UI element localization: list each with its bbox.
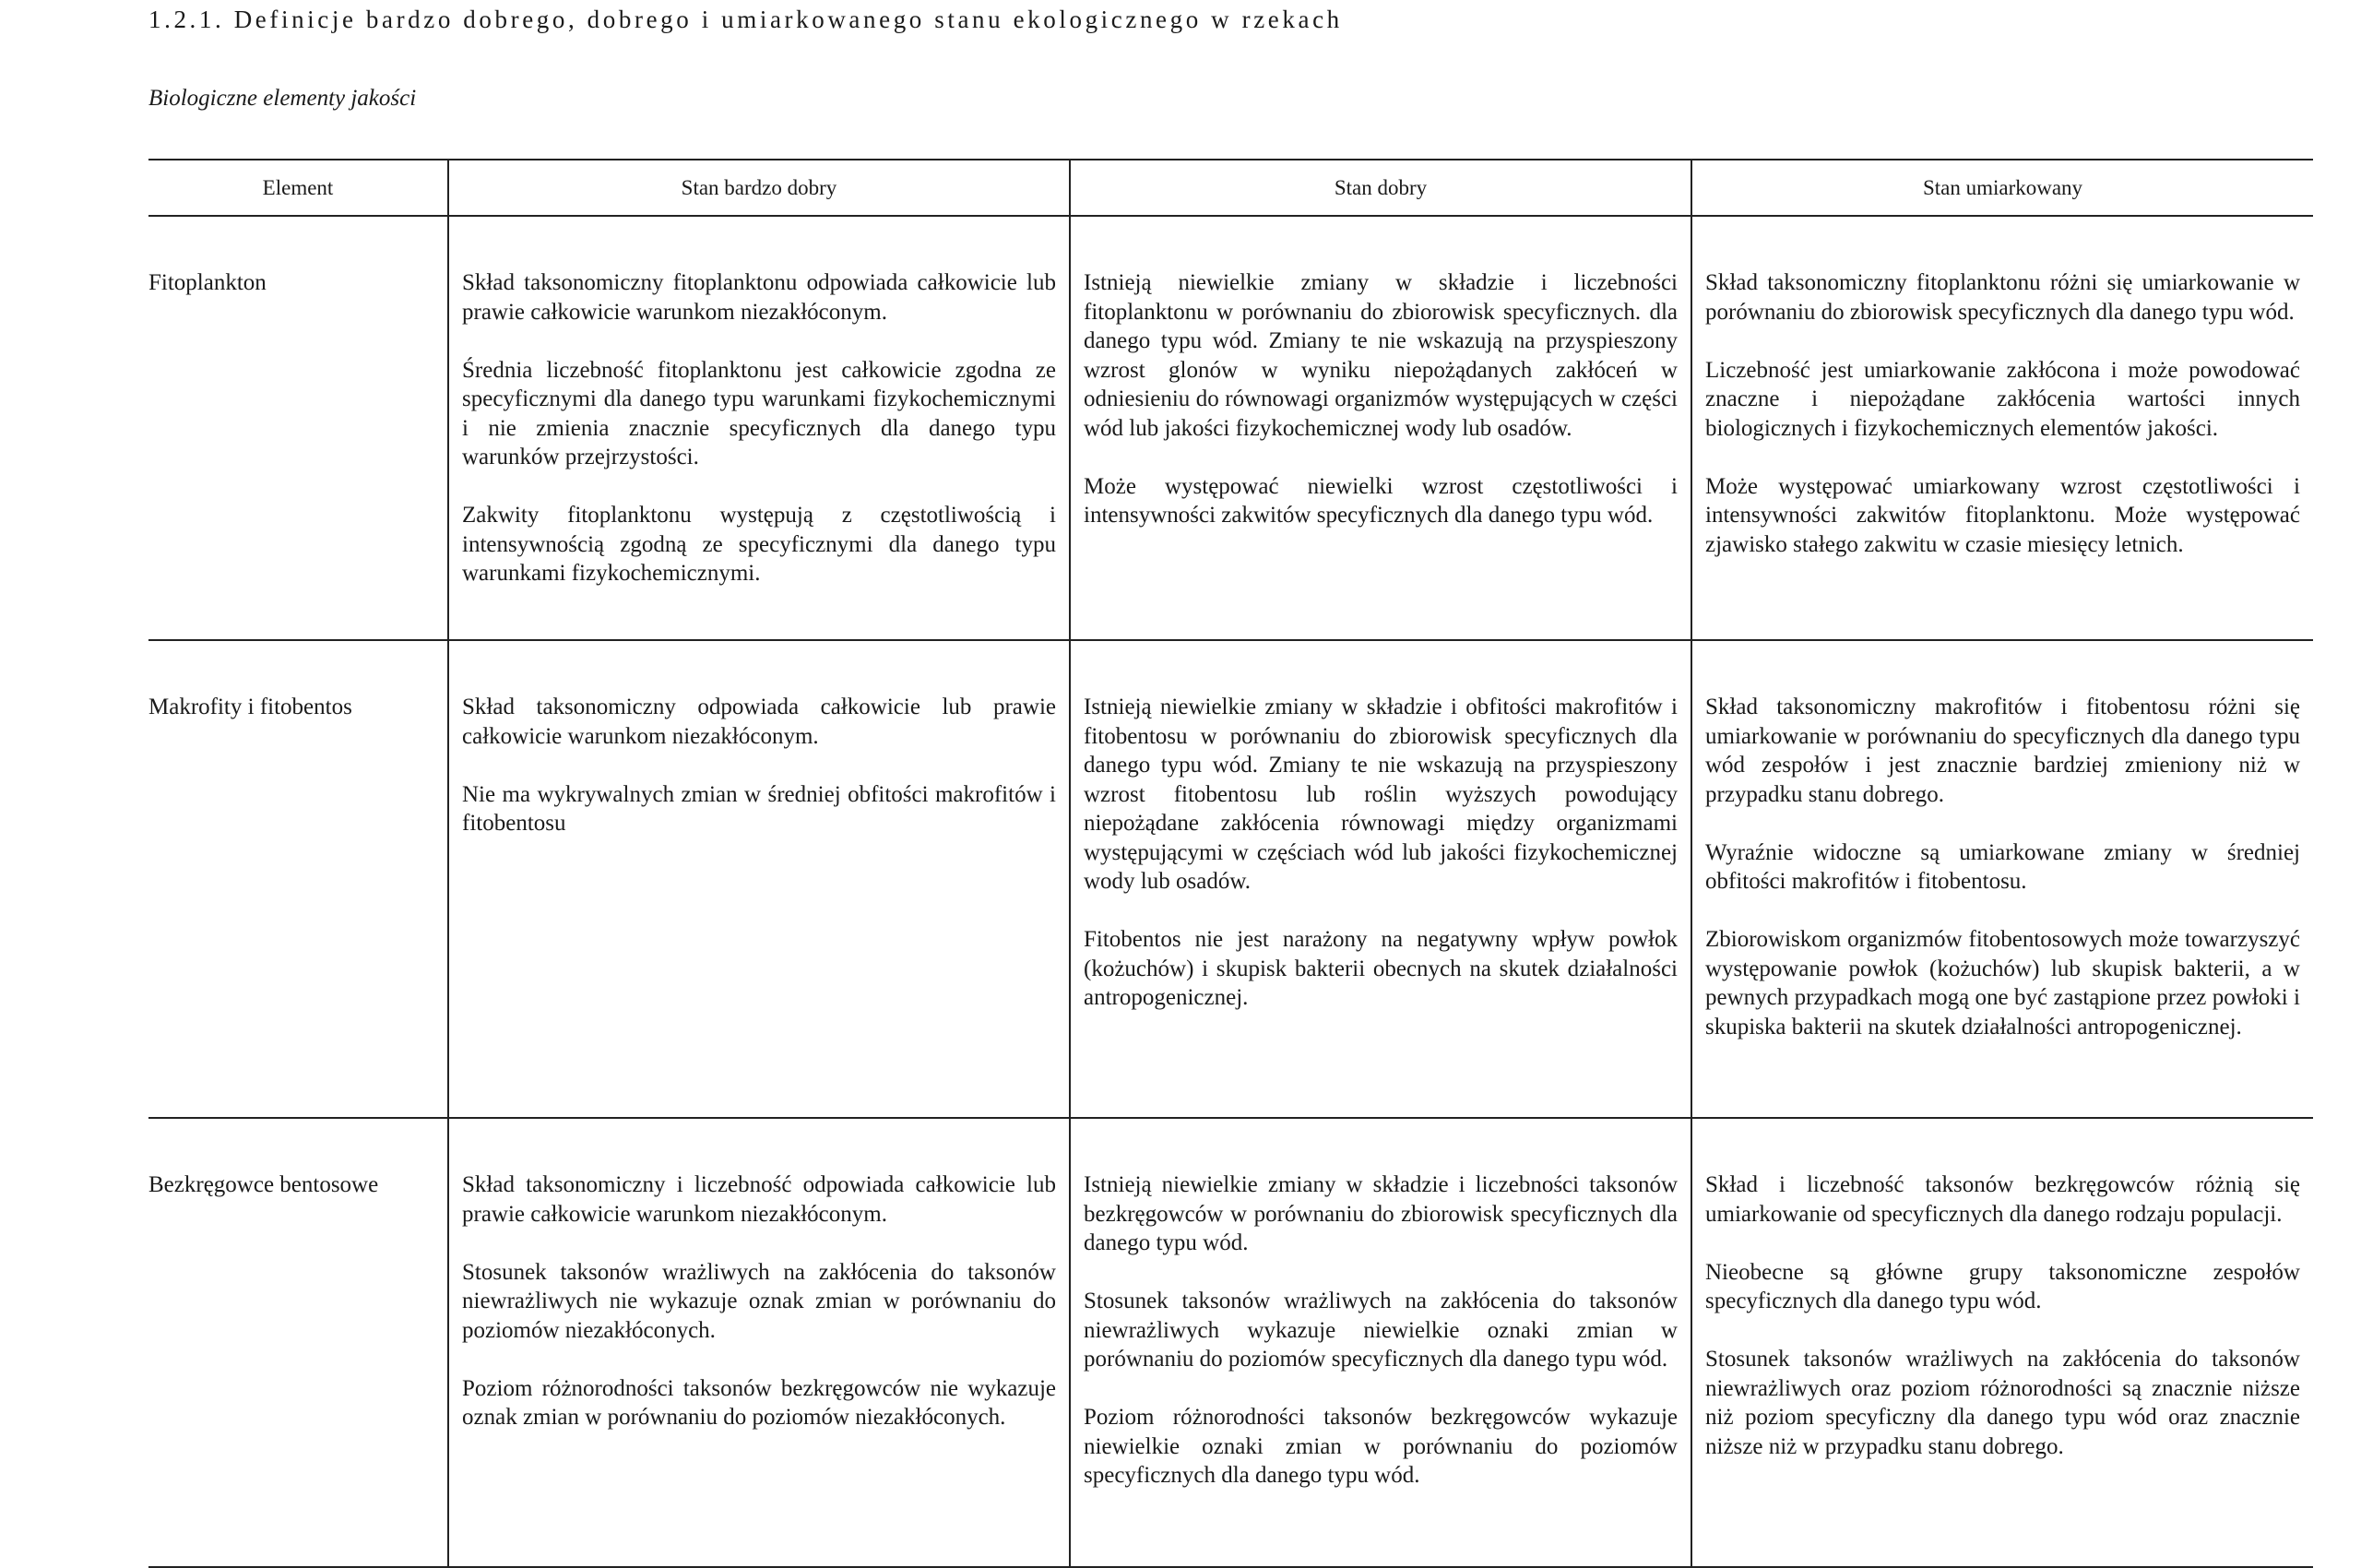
quality-elements-table	[148, 159, 2313, 1568]
good-cell	[1070, 216, 1691, 640]
header-very-good: Stan bardzo dobry	[448, 160, 1070, 216]
very-good-cell	[448, 640, 1070, 1118]
paragraph: Zbiorowiskom organizmów fitobentosowych może towarzyszyć występowanie powłok (kożuchów) lub skupisk bakterii, a w pewnych przypadkach mogą one być zastąpione przez powłoki i skupiska bakterii na skutek działalności antropogenicznej.	[1705, 927, 2300, 1039]
table-row	[148, 216, 2313, 640]
paragraph: Nie ma wykrywalnych zmian w średniej obfitości makrofitów i fitobentosu	[462, 781, 1056, 836]
table-header-row	[148, 160, 2313, 216]
element-cell: Bezkręgowce bentosowe	[148, 1118, 448, 1567]
paragraph: Może występować niewielki wzrost częstotliwości i intensywności zakwitów specyficznych dla danego typu wód.	[1084, 473, 1678, 528]
good-cell	[1070, 1118, 1691, 1567]
paragraph: Poziom różnorodności taksonów bezkręgowców wykazuje niewielkie oznaki zmian w porównaniu do poziomów specyficznych dla danego typu wód.	[1084, 1405, 1678, 1488]
paragraph: Skład taksonomiczny fitoplanktonu różni się umiarkowanie w porównaniu do zbiorowisk specyficznych dla danego typu wód.	[1705, 270, 2300, 325]
moderate-cell	[1691, 1118, 2313, 1567]
paragraph: Stosunek taksonów wrażliwych na zakłócenia do taksonów niewrażliwych wykazuje niewielkie oznaki zmian w porównaniu do poziomów specyficznych dla danego typu wód.	[1084, 1289, 1678, 1372]
paragraph: Skład taksonomiczny fitoplanktonu odpowiada całkowicie lub prawie całkowicie warunkom niezakłóconym.	[462, 270, 1056, 325]
paragraph: Istnieją niewielkie zmiany w składzie i liczebności taksonów bezkręgowców w porównaniu do zbiorowisk specyficznych dla danego typu wód.	[1084, 1172, 1678, 1255]
paragraph: Stosunek taksonów wrażliwych na zakłócenia do taksonów niewrażliwych nie wykazuje oznak zmian w porównaniu do poziomów niezakłóconych.	[462, 1259, 1056, 1343]
paragraph: Skład i liczebność taksonów bezkręgowców różnią się umiarkowanie od specyficznych dla danego rodzaju populacji.	[1705, 1172, 2300, 1227]
paragraph: Istnieją niewielkie zmiany w składzie i obfitości makrofitów i fitobentosu w porównaniu do zbiorowisk specyficznych dla danego typu wód. Zmiany te nie wskazują na przyspieszony wzrost fitobentosu lub roślin wyższych powodujący niepożądane zakłócenia równowagi między organizmami występującymi w częściach wód lub jakości fizykochemicznej wody lub osadów.	[1084, 695, 1678, 894]
header-element: Element	[148, 160, 448, 216]
paragraph: Może występować umiarkowany wzrost częstotliwości i intensywności zakwitów fitoplanktonu. Może występować zjawisko stałego zakwitu w czasie miesięcy letnich.	[1705, 473, 2300, 557]
good-cell	[1070, 640, 1691, 1118]
element-cell: Makrofity i fitobentos	[148, 640, 448, 1118]
paragraph: Skład taksonomiczny i liczebność odpowiada całkowicie lub prawie całkowicie warunkom niezakłóconym.	[462, 1172, 1056, 1227]
paragraph: Średnia liczebność fitoplanktonu jest całkowicie zgodna ze specyficznymi dla danego typu warunkami fizykochemicznymi i nie zmienia znacznie specyficznych dla danego typu warunków przejrzystości.	[462, 357, 1056, 469]
very-good-cell	[448, 216, 1070, 640]
section-subheading: Biologiczne elementy jakości	[148, 86, 417, 111]
moderate-cell	[1691, 640, 2313, 1118]
paragraph: Fitobentos nie jest narażony na negatywny wpływ powłok (kożuchów) i skupisk bakterii obecnych na skutek działalności antropogenicznej.	[1084, 927, 1678, 1010]
table-row	[148, 1118, 2313, 1567]
header-moderate: Stan umiarkowany	[1691, 160, 2313, 216]
paragraph: Skład taksonomiczny makrofitów i fitobentosu różni się umiarkowanie w porównaniu do specyficznych dla danego typu wód zespołów i jest znacznie bardziej zmieniony niż w przypadku stanu dobrego.	[1705, 695, 2300, 807]
paragraph: Zakwity fitoplanktonu występują z częstotliwością i intensywnością zgodną ze specyficznymi dla danego typu warunkami fizykochemicznymi.	[462, 503, 1056, 586]
section-heading: 1.2.1. Definicje bardzo dobrego, dobrego i umiarkowanego stanu ekologicznego w rzekach	[148, 6, 1343, 33]
very-good-cell	[448, 1118, 1070, 1567]
paragraph: Poziom różnorodności taksonów bezkręgowców nie wykazuje oznak zmian w porównaniu do poziomów niezakłóconych.	[462, 1375, 1056, 1430]
paragraph: Nieobecne są główne grupy taksonomiczne zespołów specyficznych dla danego typu wód.	[1705, 1259, 2300, 1313]
element-cell: Fitoplankton	[148, 216, 448, 640]
paragraph: Istnieją niewielkie zmiany w składzie i liczebności fitoplanktonu w porównaniu do zbiorowisk specyficznych. dla danego typu wód. Zmiany te nie wskazują na przyspieszony wzrost glonów w wyniku niepożądanych zakłóceń w odniesieniu do równowagi organizmów występujących w części wód lub jakości fizykochemicznej wody lub osadów.	[1084, 270, 1678, 441]
paragraph: Wyraźnie widoczne są umiarkowane zmiany w średniej obfitości makrofitów i fitobentosu.	[1705, 839, 2300, 894]
paragraph: Stosunek taksonów wrażliwych na zakłócenia do taksonów niewrażliwych oraz poziom różnorodności są znacznie niższe niż poziom specyficzny dla danego typu wód oraz znacznie niższe niż w przypadku stanu dobrego.	[1705, 1347, 2300, 1459]
paragraph: Skład taksonomiczny odpowiada całkowicie lub prawie całkowicie warunkom niezakłóconym.	[462, 695, 1056, 749]
paragraph: Liczebność jest umiarkowanie zakłócona i może powodować znaczne i niepożądane zakłócenia wartości innych biologicznych i fizykochemicznych elementów jakości.	[1705, 357, 2300, 441]
table-row	[148, 640, 2313, 1118]
header-good: Stan dobry	[1070, 160, 1691, 216]
moderate-cell	[1691, 216, 2313, 640]
